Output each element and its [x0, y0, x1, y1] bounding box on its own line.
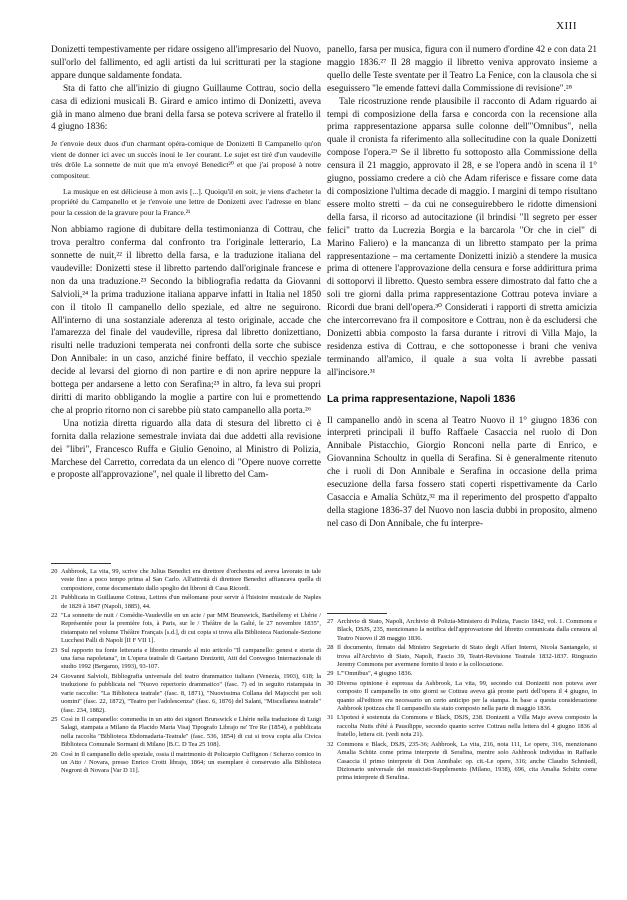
footnote-number: 29	[327, 670, 334, 678]
quote-paragraph: Je t'envoie deux duos d'un charmant opéra-comique de Donizetti Il Campanello qu'on vient de donner ici avec un succès inoui le 1er courant. Le sujet est tiré d'un vaudeville très drôle La sonnette de nuit que m'a envoyé Benedict²⁰ et que j'ai proposé à notre compositeur.	[51, 139, 321, 180]
footnote-text: "La sonnette de nuit / Comédie-Vaudeville en un acte / par MM Brunswick, Barthélemy et Lhérie / Représentée pour la première fois, à Paris, sur le / Théâtre de la Gaîté, le 27 novembre 1835", ristampato nel volume Théâtre Français [s.d.], di cui copia si trova alla Biblioteca Nazionale-Sezione Lucchesi Palli di Napoli [II F VII 1].	[61, 612, 321, 645]
footnote-text: Giovanni Salvioli, Bibliografia universale del teatro drammatico italiano (Venezia, 1903), 618; la traduzione fu pubblicata nel "Nuovo repertorio drammatico" (fasc. 7) ed in seguito ristampata in varie raccolte: "La Biblioteca teatrale" (fasc. 8, 1871), "Nuovissima Collana del Majocchi per soli uomini" (fasc. 22, 1872), "Teatro per l'adolescenza" (fasc. 6, 1876) del Salani, "Miscellanea teatrale" (fasc. 234, 1882).	[61, 672, 321, 714]
footnote	[51, 751, 321, 776]
paragraph: Il campanello andò in scena al Teatro Nuovo il 1° giugno 1836 con interpreti principali il buffo Raffaele Casaccia nel ruolo di Don Annibale Pistacchio, Giorgio Ronconi nella parte di Enrico, e Giovannina Schoultz in quella di Serafina. Si è generalmente ritenuto che i ruoli di Don Annibale e Serafina in occasione della prima esecuzione della farsa fossero stati coperti rispettivamente da Carlo Casaccia e Amalia Schütz,³² ma il reperimento del prospetto d'appalto della stagione 1836-37 del Nuovo non lascia dubbi in proposito, almeno nel caso di Don Annibale, che fu interpre-	[327, 415, 597, 529]
footnote	[327, 644, 597, 669]
footnote-number: 22	[51, 612, 58, 620]
footnote-number: 26	[51, 750, 58, 758]
left-column	[51, 44, 321, 482]
footnote-text: Sul rapporto tra fonte letteraria e libretto rimando al mio articolo "Il campanello: genesi e storia di una farsa napoletana", in L'opera teatrale di Gaetano Donizetti, Atti del Convegno Internazionale di studio 1992 (Bergamo, 1993), 93-107.	[61, 646, 321, 671]
footnote	[51, 673, 321, 715]
footnote-text: Così in Il campanello: commedia in un atto dei signori Brunswick e Lhérie nella traduzione di Luigi Salagi, stampata a Milano da Placido Maria Visaj Tipografo Librajo ne' Tre Re (1854), e pubblicata nella raccolta "Biblioteca Ebdomadaria-Teatrale" (fasc. 536, 1854) di cui si trova copia alla Civica Biblioteca Comunale Sormani di Milano [B.C. D Tea 25 108].	[61, 715, 321, 749]
paragraph: Una notizia diretta riguardo alla data di stesura del libretto ci è fornita dalla relazione semestrale inviata dai due addetti alla revisione dei "libri", Francesco Ruffa e Giulio Genoino, al Ministro di Polizia, Marchese del Carretto, corredata da un elenco di "Opere nuove corrette e proposte all'approvazione", nel quale il libretto del Cam-	[51, 418, 321, 481]
footnote-text: L'"Omnibus", 4 giugno 1836.	[337, 670, 413, 678]
footnote	[51, 647, 321, 672]
footnotes-right	[327, 613, 597, 784]
footnotes-left	[51, 563, 321, 777]
footnote-number: 23	[51, 646, 58, 654]
footnote-number: 21	[51, 594, 58, 602]
footnote-number: 30	[327, 679, 334, 687]
page-number: XIII	[556, 20, 577, 32]
quote-paragraph: La musique en est délicieuse à mon avis [...]. Quoiqu'il en soit, je viens d'acheter la propriété du Campanello et je t'envoie une lettre de Donizetti avec l'adresse en blanc pour la cession de la gravure pour la France.²¹	[51, 186, 321, 217]
footnote-number: 25	[51, 715, 58, 723]
footnote-number: 31	[327, 714, 334, 722]
paragraph: Sta di fatto che all'inizio di giugno Guillaume Cottrau, socio della casa di edizioni musicali B. Girard e amico intimo di Donizetti, aveva già in mano almeno due brani della farsa se poteva scrivere al fratello il 4 giugno 1836:	[51, 83, 321, 133]
footnote	[51, 594, 321, 611]
footnote	[51, 568, 321, 593]
footnote	[327, 670, 597, 678]
right-column	[327, 44, 597, 531]
paragraph: Donizetti tempestivamente per ridare ossigeno all'impresario del Nuovo, sull'orlo del fallimento, ed agli artisti da lui scritturati per la stagione appare dunque saldamente fondata.	[51, 45, 321, 81]
footnote	[327, 618, 597, 643]
footnote-text: Pubblicata in Guillaume Cottrau, Lettres d'un mélomane pour servir à l'histoire musicale de Naples de 1829 à 1847 (Napoli, 1885), 44.	[61, 594, 321, 610]
footnote-number: 32	[327, 740, 334, 748]
footnote	[327, 741, 597, 783]
footnote-rule	[51, 563, 111, 564]
footnote-number: 20	[51, 568, 58, 575]
section-heading: La prima rappresentazione, Napoli 1836	[327, 393, 516, 405]
footnote-text: Ashbrook, La vita, 99, scrive che Julius Benedict era direttore d'orchestra ed aveva lavorato in tale veste fino a poco tempo prima al San Carlo. All'attività di direttore Benedict affiancava quella di compositore, come documentato dallo spoglio dei libroni di Casa Ricordi.	[61, 568, 321, 592]
footnote-text: Archivio di Stato, Napoli, Archivio di Polizia-Ministero di Polizia, Fascio 1842, vol. 1. Commons e Black, DSJS, 235, menzionano la notifica dell'approvazione del libretto comunicata dalla censura al Teatro Nuovo il 28 maggio 1836.	[337, 618, 597, 642]
footnote-text: L'ipotesi è sostenuta da Commons e Black, DSJS, 238. Donizetti a Villa Majo aveva composto la raccolta Nuits d'été à Pausilippe, secondo quanto scrive Cottrau nella lettera del 4 giugno 1836 al fratello, lettera cit. (vedi nota 21).	[337, 714, 597, 739]
footnote-number: 27	[327, 618, 334, 625]
footnote-text: Diversa opinione è espressa da Ashbrook, La vita, 99, secondo cui Donizetti non poteva aver composto Il campanello in otto giorni se Cottrau aveva già pronte parti dell'opera il 4 giugno, in quanto all'editore era necessario un certo anticipo per la stampa. In base a questa considerazione Ashbrook ipotizza che Il campanello sia stato composto nella parte di maggio 1836.	[337, 679, 597, 713]
paragraph: Tale ricostruzione rende plausibile il racconto di Adam riguardo ai tempi di composizione della farsa e concorda con la recensione alla prima rappresentazione apparsa sulle colonne dell'"Omnibus", nella quale il cronista fa riferimento alla sollecitudine con la quale Donizetti compose l'opera.²⁹ Se il libretto fu sottoposto alla Commissione della censura il 21 maggio, approvato il 28, e se l'opera andò in scena il 1° giugno, possiamo credere a ciò che Adam riferisce e fissare come data di composizione l'ultima decade di maggio. I margini di tempo risultano essere molto stretti – da cui ne conseguirebbero le ridotte dimensioni della farsa, il ricorso ad autocitazione (il brindisi "Il segreto per esser felici" tratto da Lucrezia Borgia e la barcarola "Or che in ciel" di Marino Faliero) e la mancanza di un libretto stampato per la prima rappresentazione – ma certamente Donizetti iniziò a stendere la musica prima di ottenere l'approvazione della censura e forse addirittura prima di sottoporvi il libretto. Questo sembra essere dimostrato dal fatto che a soli tre giorni dalla prima rappresentazione Cottrau poteva inviare a Ricordi due brani dell'opera.³⁰ Considerati i rapporti di stretta amicizia che intercorrevano fra il compositore e Cottrau, non è da escludersi che Donizetti abbia composto la farsa durante i ritrovi di Villa Majo, la residenza estiva di Cottrau, e che sottoponesse i brani che veniva terminando all'amico, il quale a sua volta li avrebbe passati all'incisore.³¹	[327, 96, 597, 378]
footnote-number: 24	[51, 672, 58, 680]
footnote-rule	[327, 613, 387, 614]
footnote-number: 28	[327, 644, 334, 652]
paragraph: panello, farsa per musica, figura con il numero d'ordine 42 e con data 21 maggio 1836.²⁷ Il 28 maggio il libretto veniva approvato insieme a quello delle Teste sventate per il Teatro La Fenice, con la clausola che si eseguissero "le emende fattevi dalla Commissione di revisione".²⁸	[327, 45, 597, 94]
footnote	[51, 716, 321, 750]
block-quote	[51, 139, 321, 218]
paragraph: Non abbiamo ragione di dubitare della testimonianza di Cottrau, che trova peraltro conferma dal confronto tra l'originale letterario, La sonnette de nuit,²² il libretto della farsa, e la traduzione italiana del vaudeville: Donizetti stese il libretto partendo dall'originale francese e non da una traduzione.²³ Secondo la bibliografia redatta da Giovanni Salvioli,²⁴ la prima traduzione italiana apparve infatti in Italia nel 1850 con il titolo Il campanello dello speziale, ed altre ne seguirono. All'interno di una sostanziale aderenza al testo originale, accade che l'amarezza del finale del vaudeville, ripresa dal libretto donizettiano, risulti nelle traduzioni temperata nei confronti della sorte che subisce Don Annibale: in un caso, anziché finire beffato, il vecchio speziale decide al levarsi del giorno di non partire e di non aprire neppure la bottega per andarsene a letto con Serafina;²⁵ in altro, fa leva sui propri diritti di marito obbligando la moglie a partire con lui e promettendo che al proprio ritorno non ci sarebbe più stato campanello alla porta.²⁶	[51, 225, 321, 416]
footnote-text: Il documento, firmato dal Ministro Segretario di Stato degli Affari Interni, Nicola Santangelo, si trova all'Archivio di Stato, Napoli, Fascio 39, Teatri-Revisione Teatrale 1832-1837. Ringrazio Jeremy Commons per avermene fornito il testo e la collocazione.	[337, 644, 597, 669]
footnote-text: Così in Il campanello dello speziale, ossia il matrimonio di Policarpio Cuffignon / Scherzo comico in un Atto / Novara, presso Enrico Crotti librajo, 1864; un esemplare è conservato alla Biblioteca Negroni di Novara [Var D 11].	[61, 750, 321, 775]
footnote	[51, 612, 321, 646]
footnote-text: Commons e Black, DSJS, 235-36; Ashbrook, La vita, 216, nota 111, Le opere, 316, menzionano Amalia Schütz come prima interprete di Serafina, mentre solo Ashbrook individua in Raffaele Casaccia il primo interprete di Don Annibale: op. cit.-Le opere, 316; anche Claudio Schmiedl, Dizionario universale dei musicisti-Supplemento (Milano, 1938), 696, cita Amalia Schütz come prima interprete di Serafina.	[337, 740, 597, 782]
footnote	[327, 714, 597, 739]
footnote	[327, 680, 597, 714]
